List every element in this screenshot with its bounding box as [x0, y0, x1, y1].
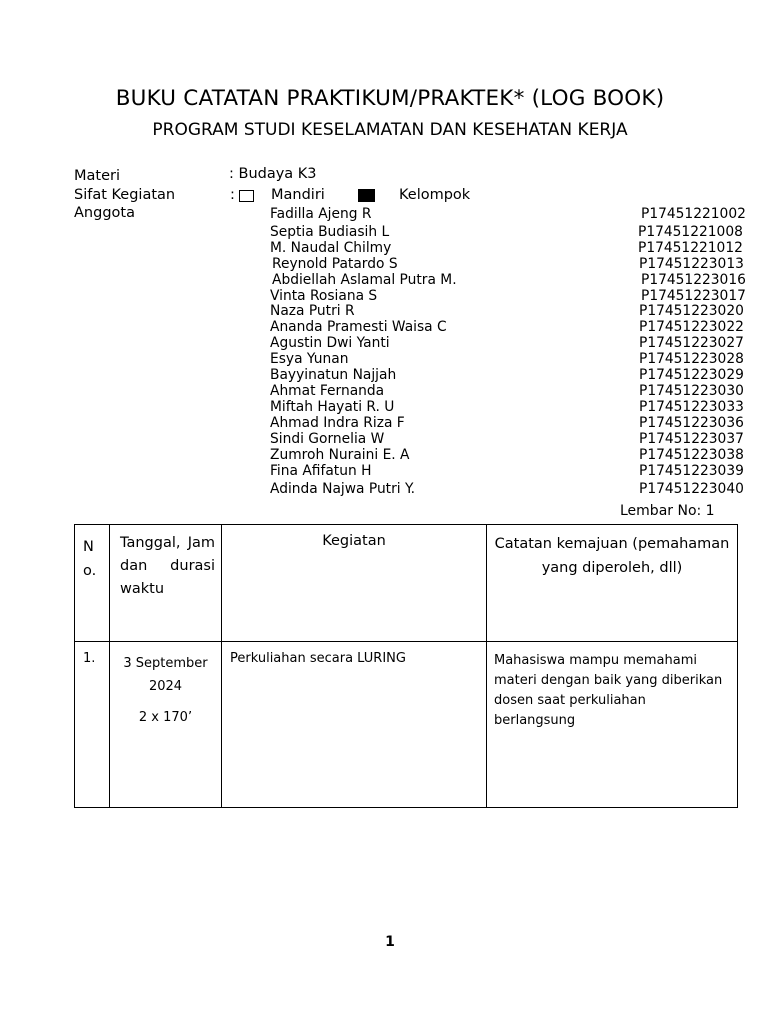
member-name: Ahmat Fernanda [270, 383, 385, 399]
header-no [75, 525, 110, 642]
row-no: 1. [75, 642, 110, 808]
materi-label: Materi [74, 168, 120, 184]
row-duration: 2 x 170’ [138, 710, 193, 725]
member-nim: P17451223013 [639, 256, 744, 272]
member-name: Bayyinatun Najjah [270, 367, 397, 383]
member-nim: P17451223027 [639, 335, 744, 351]
kelompok-label: Kelompok [399, 187, 471, 203]
member-name: M. Naudal Chilmy [270, 240, 392, 256]
header-tanggal: Tanggal, Jam dan durasi waktu [110, 525, 222, 642]
row-date-line2: 2024 [148, 679, 183, 694]
lembar-number: Lembar No: 1 [620, 503, 715, 519]
member-name: Ahmad Indra Riza F [270, 415, 405, 431]
anggota-label: Anggota [74, 205, 135, 221]
header-no-line1: N [83, 539, 94, 555]
header-no-line2: o. [83, 563, 97, 579]
member-nim: P17451223028 [639, 351, 744, 367]
member-nim: P17451221008 [638, 224, 743, 240]
member-nim: P17451223038 [639, 447, 744, 463]
header-catatan: Catatan kemajuan (pemahaman yang diperoleh, dll) [487, 525, 738, 642]
doc-subtitle: PROGRAM STUDI KESELAMATAN DAN KESEHATAN KERJA [152, 120, 628, 140]
member-name: Agustin Dwi Yanti [270, 335, 390, 351]
member-nim: P17451223022 [639, 319, 744, 335]
log-table [74, 524, 738, 808]
member-name: Ananda Pramesti Waisa C [270, 319, 447, 335]
member-name: Adinda Najwa Putri Y. [270, 481, 416, 497]
member-nim: P17451223033 [639, 399, 744, 415]
member-name: Reynold Patardo S [272, 256, 398, 272]
mandiri-label: Mandiri [271, 187, 325, 203]
sifat-colon: : [230, 187, 235, 203]
member-nim: P17451223037 [639, 431, 744, 447]
member-nim: P17451223030 [639, 383, 744, 399]
header-kegiatan: Kegiatan [222, 525, 487, 642]
member-nim: P17451223036 [639, 415, 744, 431]
member-nim: P17451223039 [639, 463, 744, 479]
member-nim: P17451223017 [641, 288, 746, 304]
row-catatan: Mahasiswa mampu memahami materi dengan baik yang diberikan dosen saat perkuliahan berlangsung [487, 642, 738, 808]
member-name: Fadilla Ajeng R [270, 206, 372, 222]
sifat-label: Sifat Kegiatan [74, 187, 176, 203]
member-name: Fina Afifatun H [270, 463, 372, 479]
doc-title: BUKU CATATAN PRAKTIKUM/PRAKTEK* (LOG BOOK) [115, 86, 665, 111]
row-kegiatan: Perkuliahan secara LURING [222, 642, 487, 808]
member-nim: P17451223020 [639, 303, 744, 319]
table-row [75, 642, 738, 808]
member-name: Sindi Gornelia W [270, 431, 385, 447]
mandiri-checkbox[interactable] [239, 190, 254, 202]
member-nim: P17451223016 [641, 272, 746, 288]
log-table-header-row [75, 525, 738, 642]
member-name: Vinta Rosiana S [270, 288, 378, 304]
member-nim: P17451223040 [639, 481, 744, 497]
kelompok-checkbox[interactable] [358, 189, 375, 202]
member-nim: P17451223029 [639, 367, 744, 383]
member-nim: P17451221002 [641, 206, 746, 222]
row-tanggal [110, 642, 222, 808]
member-name: Zumroh Nuraini E. A [270, 447, 410, 463]
member-name: Esya Yunan [270, 351, 349, 367]
row-date-line1: 3 September [123, 656, 208, 671]
member-name: Septia Budiasih L [270, 224, 390, 240]
member-name: Abdiellah Aslamal Putra M. [272, 272, 457, 288]
member-name: Naza Putri R [270, 303, 355, 319]
member-name: Miftah Hayati R. U [270, 399, 395, 415]
member-nim: P17451221012 [638, 240, 743, 256]
page-number: 1 [385, 934, 395, 950]
materi-value: : Budaya K3 [229, 166, 317, 182]
